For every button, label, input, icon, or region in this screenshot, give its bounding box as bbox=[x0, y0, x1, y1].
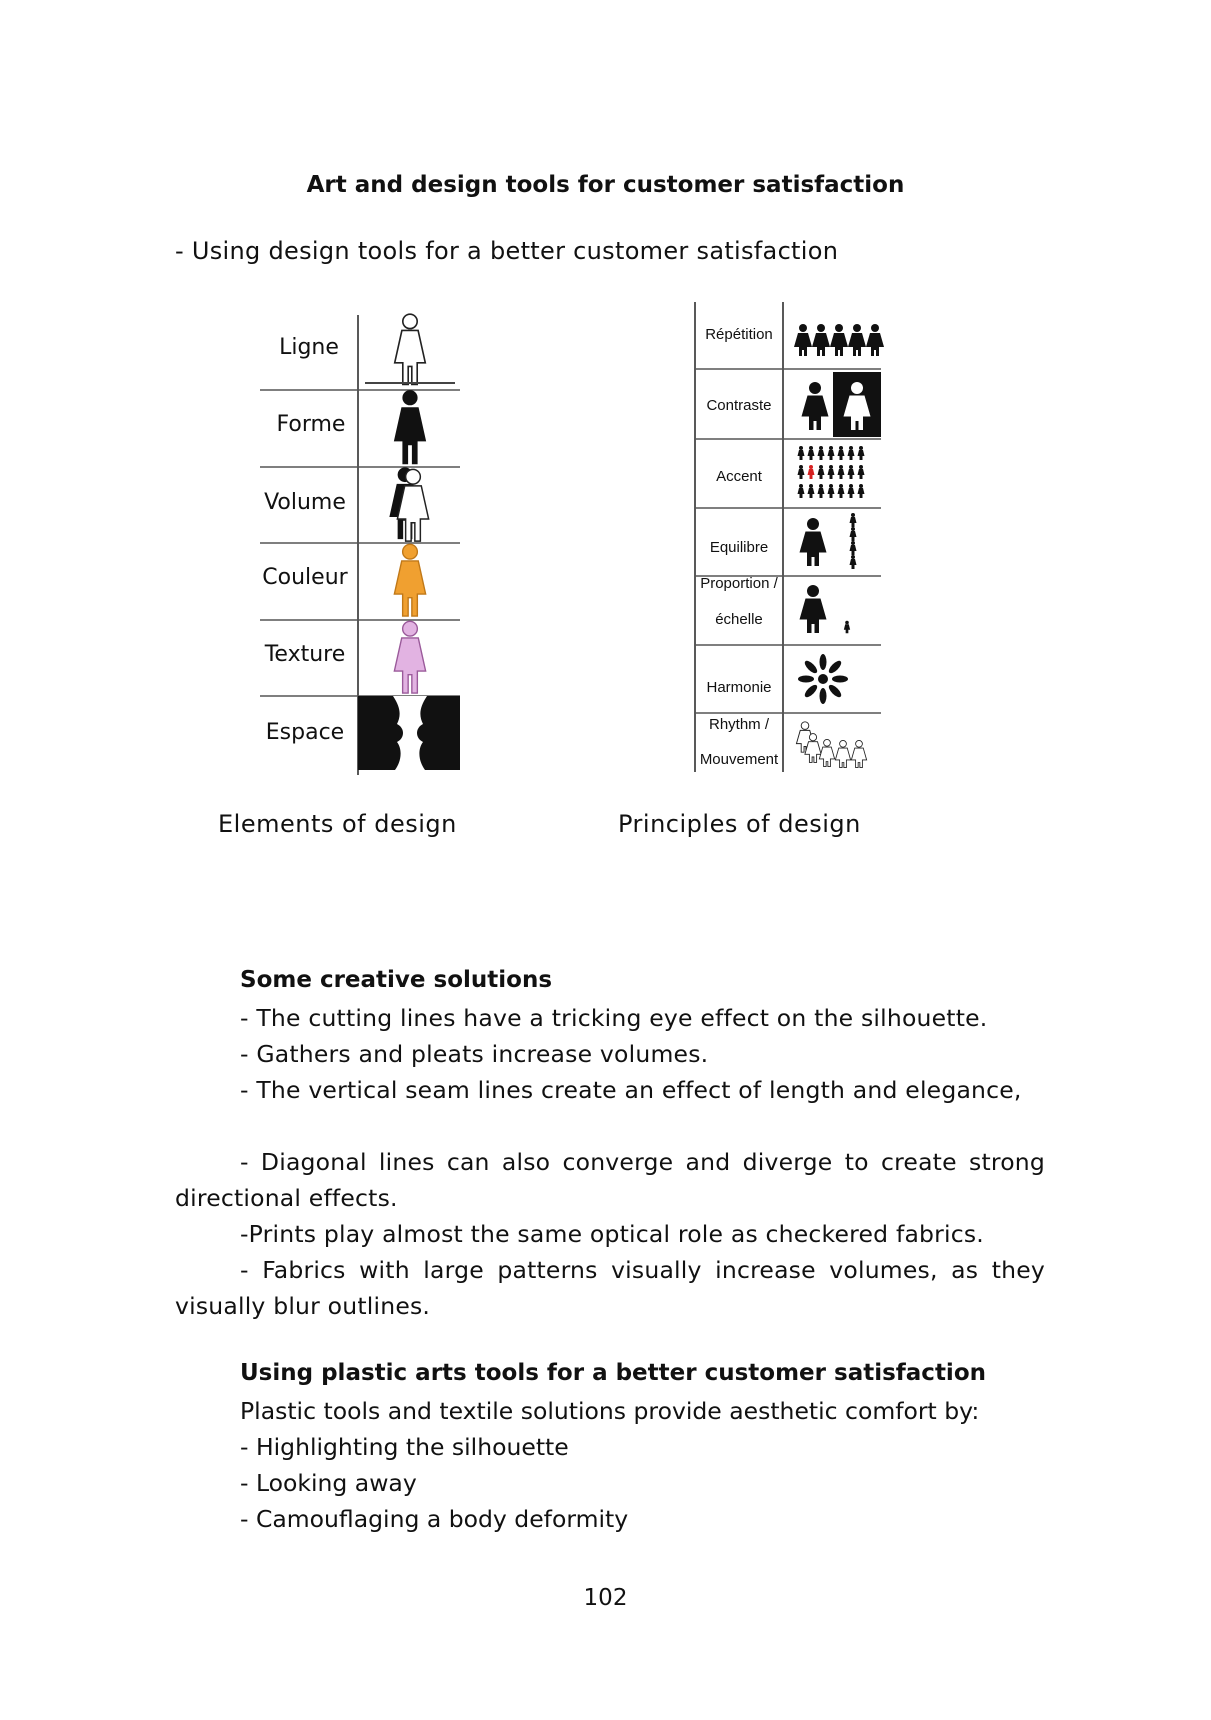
plastic-item-2: - Looking away bbox=[240, 1469, 417, 1497]
label-echelle: échelle bbox=[715, 611, 763, 628]
volume-figure-icon bbox=[389, 467, 428, 541]
label-espace: Espace bbox=[265, 720, 345, 745]
label-couleur: Couleur bbox=[262, 565, 348, 590]
solid-figure-icon bbox=[394, 390, 426, 464]
page-title: Art and design tools for customer satisfaction bbox=[306, 172, 905, 198]
label-proportion: Proportion / bbox=[700, 575, 778, 592]
plastic-heading: Using plastic arts tools for a better customer satisfaction bbox=[240, 1360, 986, 1386]
repeated-figures-icon bbox=[794, 324, 884, 356]
label-contraste: Contraste bbox=[706, 397, 772, 414]
label-repetition: Répétition bbox=[705, 326, 773, 343]
label-texture: Texture bbox=[264, 642, 346, 667]
pink-figure-icon bbox=[394, 621, 425, 693]
creative-item-4: - Diagonal lines can also converge and diverge to create strong directional effects. bbox=[175, 1148, 1045, 1212]
outline-figure-icon bbox=[365, 314, 455, 384]
creative-item-1: - The cutting lines have a tricking eye effect on the silhouette. bbox=[240, 1004, 988, 1032]
creative-heading: Some creative solutions bbox=[240, 967, 553, 993]
plastic-item-1: - Highlighting the silhouette bbox=[240, 1433, 569, 1461]
label-forme: Forme bbox=[276, 412, 346, 437]
label-volume: Volume bbox=[264, 490, 346, 515]
elements-caption: Elements of design bbox=[218, 810, 457, 838]
plastic-intro: Plastic tools and textile solutions provide aesthetic comfort by: bbox=[240, 1397, 980, 1425]
label-equilibre: Equilibre bbox=[709, 539, 769, 556]
label-ligne: Ligne bbox=[279, 335, 339, 360]
label-accent: Accent bbox=[716, 468, 762, 485]
orange-figure-icon bbox=[394, 544, 425, 616]
creative-item-5: -Prints play almost the same optical role as checkered fabrics. bbox=[240, 1220, 984, 1248]
balance-figures-icon bbox=[800, 513, 857, 569]
label-mouvement: Mouvement bbox=[699, 751, 779, 768]
intro-line: - Using design tools for a better customer satisfaction bbox=[175, 237, 839, 265]
page-number: 102 bbox=[583, 1585, 628, 1611]
negative-space-faces-icon bbox=[358, 696, 460, 770]
principles-of-design-figure bbox=[693, 302, 893, 774]
elements-of-design-figure bbox=[255, 310, 470, 775]
accent-grid-icon bbox=[798, 446, 865, 498]
label-harmonie: Harmonie bbox=[706, 679, 772, 696]
creative-item-6: - Fabrics with large patterns visually increase volumes, as they visually blur outlines. bbox=[175, 1256, 1045, 1320]
principles-caption: Principles of design bbox=[618, 810, 861, 838]
creative-item-2: - Gathers and pleats increase volumes. bbox=[240, 1040, 709, 1068]
creative-item-3: - The vertical seam lines create an effect of length and elegance, bbox=[240, 1076, 1022, 1104]
label-rhythm: Rhythm / bbox=[708, 716, 770, 733]
plastic-item-3: - Camouflaging a body deformity bbox=[240, 1505, 629, 1533]
proportion-figures-icon bbox=[800, 585, 851, 633]
rhythm-figures-icon bbox=[796, 722, 866, 768]
harmony-flower-icon bbox=[798, 654, 848, 704]
contrast-figures-icon bbox=[802, 372, 882, 437]
